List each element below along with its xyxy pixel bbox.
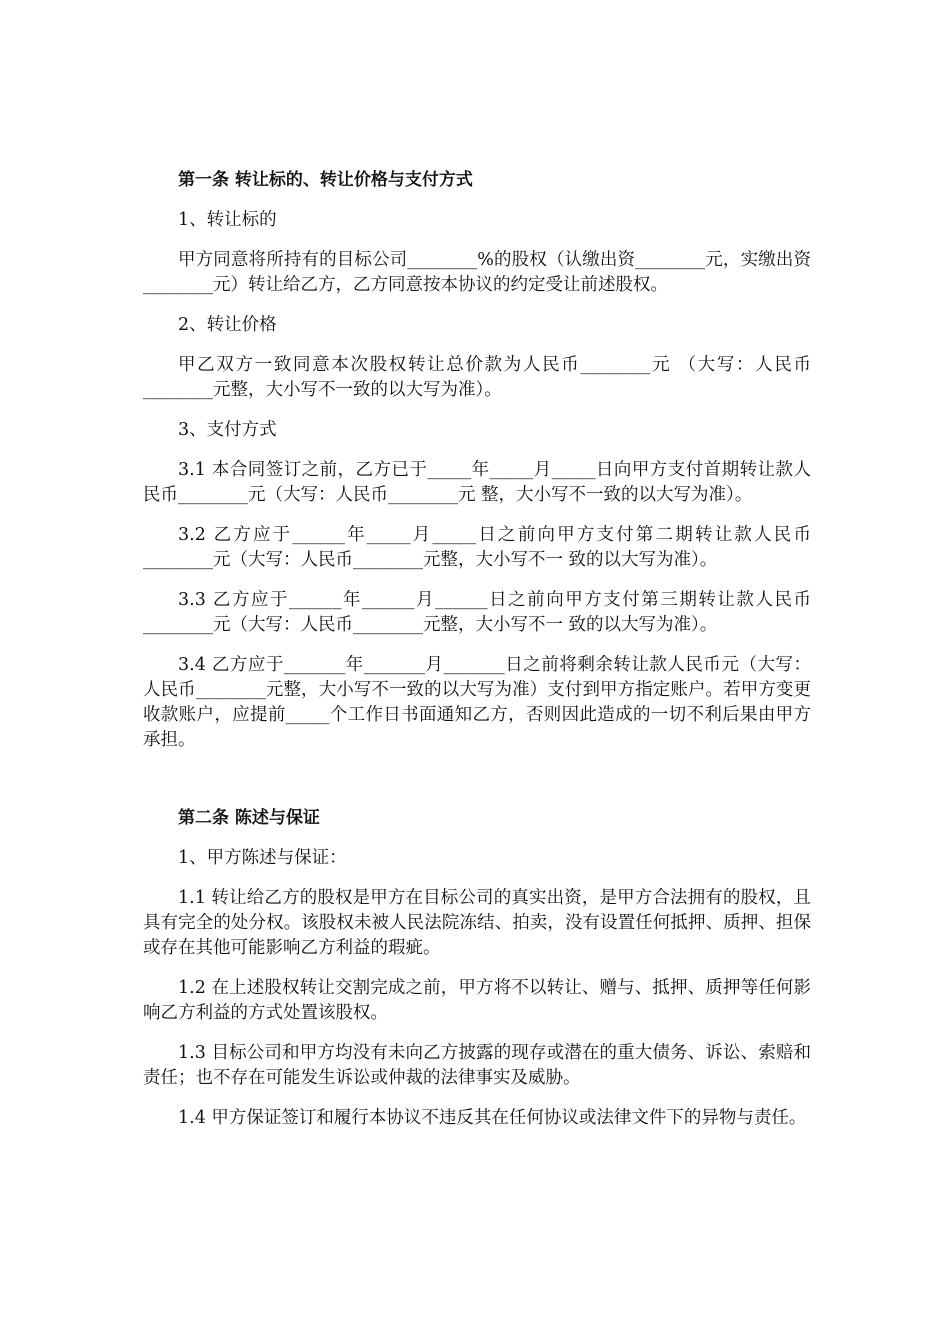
section-spacer xyxy=(143,768,811,806)
article-1-heading: 第一条 转让标的、转让价格与支付方式 xyxy=(178,170,473,190)
section-1-2-title: 2、转让价格 xyxy=(178,315,277,335)
clause-3-3: 3.3 乙方应于______年______月______日之前向甲方支付第三期转让款人民币________元（大写：人民币________元整，大小写不一 致的以大写为准）。 xyxy=(143,590,811,635)
section-1-1-title: 1、转让标的 xyxy=(178,210,277,230)
clause-1-4: 1.4 甲方保证签订和履行本协议不违反其在任何协议或法律文件下的异物与责任。 xyxy=(178,1108,807,1128)
section-1-1-text: 甲方同意将所持有的目标公司________%的股权（认缴出资________元，实缴出资________元）转让给乙方，乙方同意按本协议的约定受让前述股权。 xyxy=(143,250,811,295)
clause-1-3: 1.3 目标公司和甲方均没有未向乙方披露的现存或潜在的重大债务、诉讼、索赔和责任；也不存在可能发生诉讼或仲裁的法律事实及威胁。 xyxy=(143,1043,811,1088)
section-1-3-title: 3、支付方式 xyxy=(178,420,277,440)
document-body xyxy=(143,168,811,1146)
clause-3-2: 3.2 乙方应于______年_____月_____日之前向甲方支付第二期转让款人民币________元（大写：人民币________元整，大小写不一 致的以大写为准）。 xyxy=(143,525,811,570)
article-2-heading: 第二条 陈述与保证 xyxy=(178,808,320,828)
clause-1-2: 1.2 在上述股权转让交割完成之前，甲方将不以转让、赠与、抵押、质押等任何影响乙方利益的方式处置该股权。 xyxy=(143,978,811,1023)
clause-1-1: 1.1 转让给乙方的股权是甲方在目标公司的真实出资，是甲方合法拥有的股权，且具有完全的处分权。该股权未被人民法院冻结、拍卖，没有设置任何抵押、质押、担保或存在其他可能影响乙方利益的瑕疵。 xyxy=(143,888,811,958)
clause-3-1: 3.1 本合同签订之前，乙方已于_____年_____月_____日向甲方支付首期转让款人民币________元（大写：人民币________元 整，大小写不一致的以大写为准）。 xyxy=(143,460,811,505)
section-1-2-text: 甲乙双方一致同意本次股权转让总价款为人民币________元 （大写：人民币________元整，大小写不一致的以大写为准）。 xyxy=(143,355,811,400)
section-2-1-title: 1、甲方陈述与保证： xyxy=(178,848,347,868)
clause-3-4: 3.4 乙方应于_______年_______月_______日之前将剩余转让款人民币元（大写：人民币________元整，大小写不一致的以大写为准）支付到甲方指定账户。若甲方变更收款账户，应提前_____个工作日书面通知乙方，否则因此造成的一切不利后果由甲方承担。 xyxy=(143,655,811,750)
